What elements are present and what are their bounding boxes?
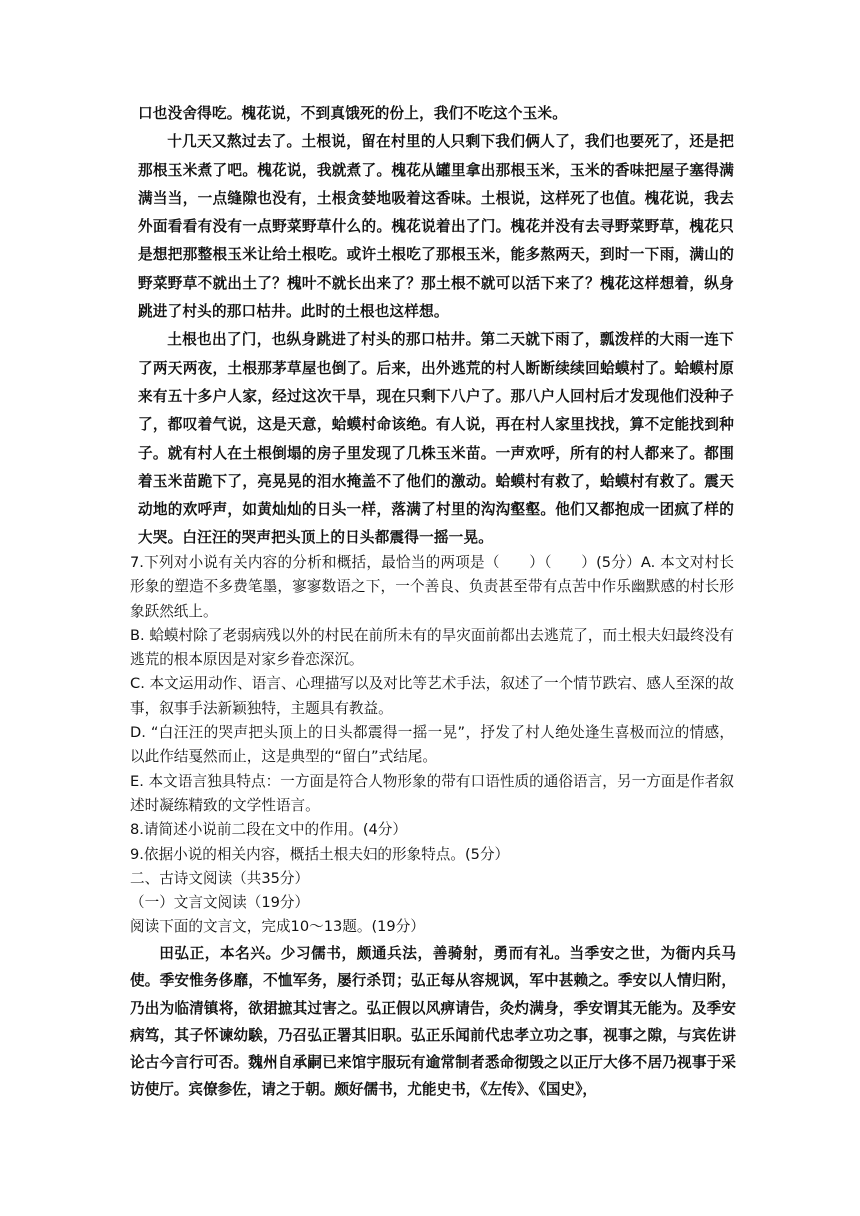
reading-instruction: 阅读下面的文言文，完成10～13题。(19分） xyxy=(130,918,425,936)
classical-paragraph-1: 田弘正，本名兴。少习儒书，颇通兵法，善骑射，勇而有礼。当季安之世，为衙内兵马使。季安惟务侈靡，不恤军务，屡行杀罚；弘正每从容规讽，军中甚赖之。季安以人情归附，乃出为临清镇将，欲捃摭其过害之。弘正假以风痹请告，灸灼满身，季安谓其无能为。及季安病笃，其子怀谏幼騃，乃召弘正署其旧职。弘正乐闻前代忠孝立功之事，视事之隙，与宾佐讲论古今言行可否。魏州自承嗣已来馆宇服玩有逾常制者悉命彻毁之以正厅大侈不居乃视事于采访使厅。宾僚参佐，请之于朝。颇好儒书，尤能史书，《左传》、《国史》， xyxy=(130,945,736,1099)
story-paragraph-2: 十几天又熬过去了。土根说，留在村里的人只剩下我们俩人了，我们也要死了，还是把那根玉米煮了吧。槐花说，我就煮了。槐花从罐里拿出那根玉米，玉米的香味把屋子塞得满满当当，一点缝隙也没有，土根贪婪地吸着这香味。土根说，这样死了也值。槐花说，我去外面看看有没有一点野菜野草什么的。槐花说着出了门。槐花并没有去寻野菜野草，槐花只是想把那整根玉米让给土根吃。或许土根吃了那根玉米，能多熬两天，到时一下雨，满山的野菜野草不就出土了？槐叶不就长出来了？那土根不就可以活下来了？槐花这样想着，纵身跳进了村头的那口枯井。此时的土根也这样想。 xyxy=(138,133,734,321)
question-7-option-b: B. 蛤蟆村除了老弱病残以外的村民在前所未有的旱灾面前都出去逃荒了，而土根夫妇最终没有逃荒的根本原因是对家乡眷恋深沉。 xyxy=(130,626,734,669)
question-8: 8.请简述小说前二段在文中的作用。(4分） xyxy=(130,821,407,839)
story-passage xyxy=(138,100,734,553)
story-paragraph-3: 土根也出了门，也纵身跳进了村头的那口枯井。第二天就下雨了，瓢泼样的大雨一连下了两天两夜，土根那茅草屋也倒了。后来，出外逃荒的村人断断续续回蛤蟆村了。蛤蟆村原来有五十多户人家，经过这次干旱，现在只剩下八户了。那八户人回村后才发现他们没种子了，都叹着气说，这是天意，蛤蟆村命该绝。有人说，再在村人家里找找，算不定能找到种子。就有村人在土根倒塌的房子里发现了几株玉米苗。一声欢呼，所有的村人都来了。都围着玉米苗跪下了，亮晃晃的泪水掩盖不了他们的激动。蛤蟆村有救了，蛤蟆村有救了。震天动地的欢呼声，如黄灿灿的日头一样，落满了村里的沟沟壑壑。他们又都抱成一团疯了样的大哭。白汪汪的哭声把头顶上的日头都震得一摇一晃。 xyxy=(138,331,734,547)
classical-passage xyxy=(130,940,736,1104)
question-7-option-c: C. 本文运用动作、语言、心理描写以及对比等艺术手法，叙述了一个情节跌宕、感人至深的故事，叙事手法新颖独特，主题具有教益。 xyxy=(130,675,734,717)
question-7: 7.下列对小说有关内容的分析和概括，最恰当的两项是（ ）（ ）(5分）A. 本文对村长形象的塑造不多费笔墨，寥寥数语之下，一个善良、负责甚至带有点苦中作乐幽默感的村长形象跃然纸上。 xyxy=(130,554,734,620)
question-7-option-d: D. “白汪汪的哭声把头顶上的日头都震得一摇一晃”，抒发了村人绝处逢生喜极而泣的情感，以此作结戛然而止，这是典型的“留白”式结尾。 xyxy=(130,724,734,766)
story-paragraph-1: 口也没舍得吃。槐花说，不到真饿死的份上，我们不吃这个玉米。 xyxy=(138,105,568,122)
subsection-heading: （一）文言文阅读（19分） xyxy=(130,894,310,912)
section-heading: 二、古诗文阅读（共35分） xyxy=(130,869,310,887)
question-section xyxy=(130,551,734,940)
question-7-option-e: E. 本文语言独具特点：一方面是符合人物形象的带有口语性质的通俗语言，另一方面是作者叙述时凝练精致的文学性语言。 xyxy=(130,772,734,814)
question-9: 9.依据小说的相关内容，概括土根夫妇的形象特点。(5分） xyxy=(130,845,510,863)
